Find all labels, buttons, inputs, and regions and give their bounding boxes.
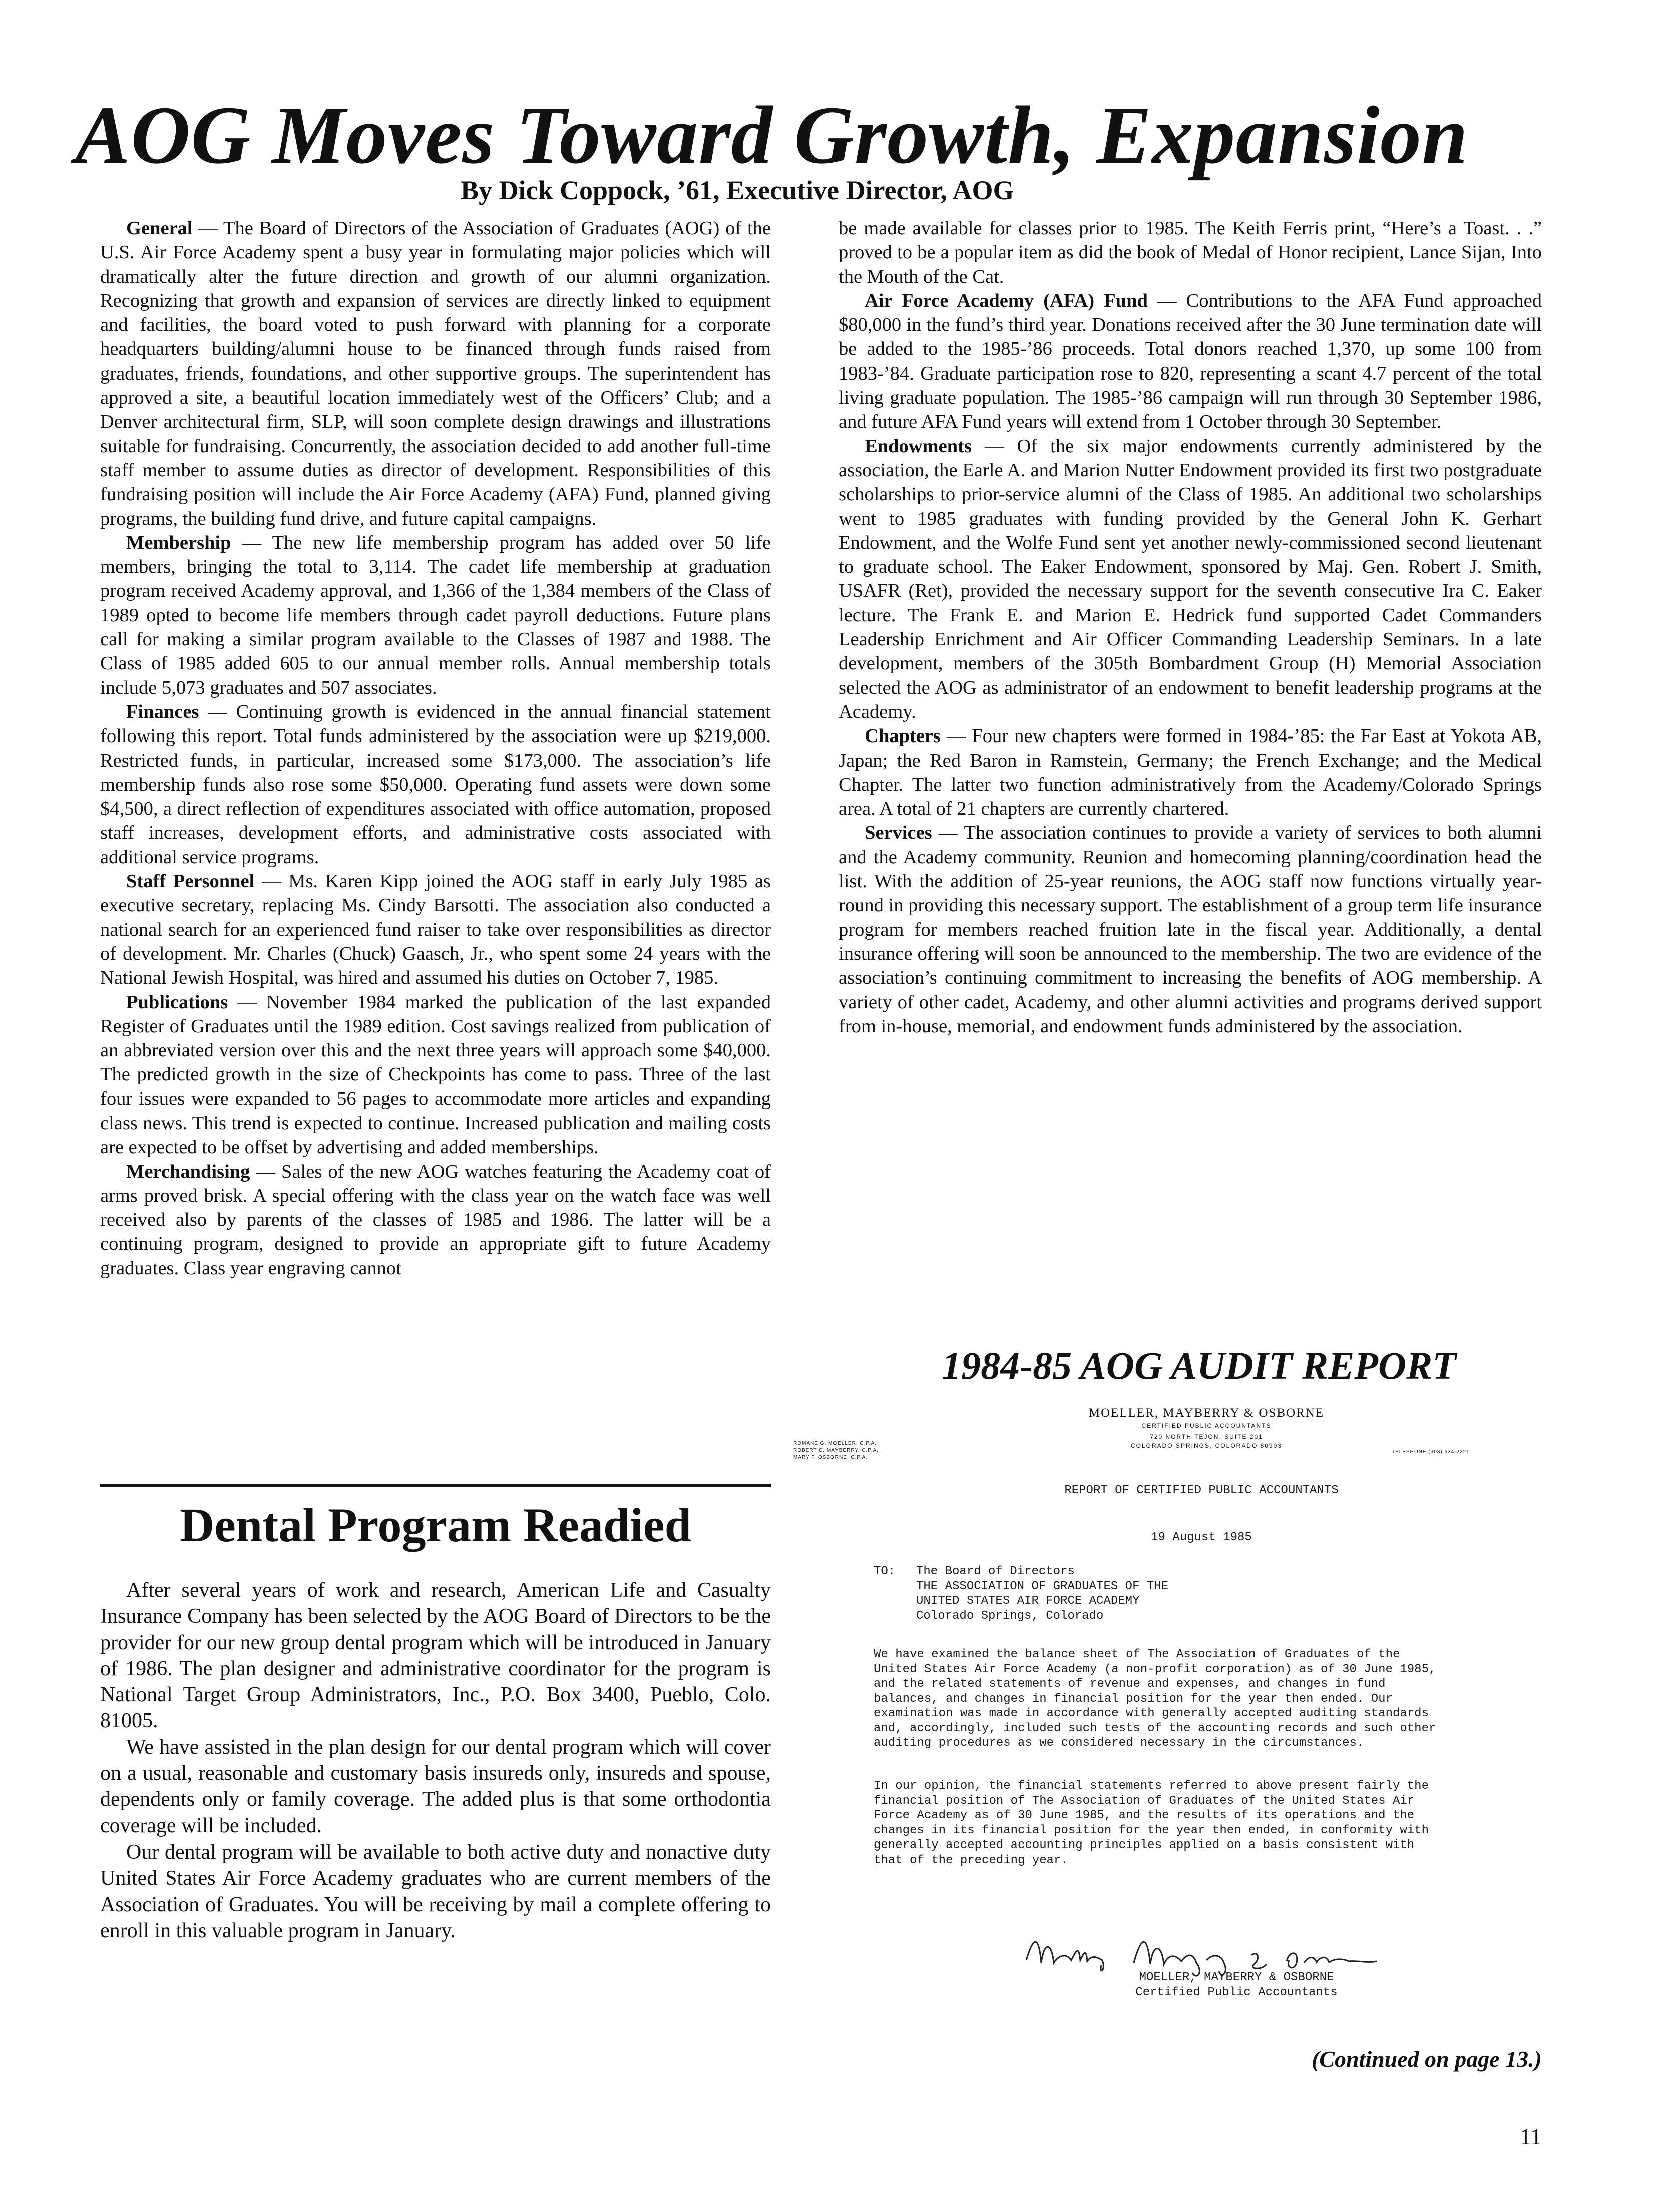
- firm-telephone: TELEPHONE (303) 634-2321: [1392, 1449, 1470, 1455]
- section-general: [100, 216, 771, 531]
- signature-stroke: [1251, 1954, 1267, 1969]
- section-chapters: [839, 724, 1542, 821]
- audit-line: and, accordingly, included such tests of the accounting records and such other: [874, 1721, 1436, 1735]
- section-text: — Contributions to the AFA Fund approached $80,000 in the fund’s third year. Donations received after the 30 June termination date will be added to the 1985-’86 proceeds. Total donors reached 1,370, up some 100 from 1983-’84. Graduate participation rose to 820, representing a scant 4.7 percent of the total living graduate population. The 1985-’86 campaign will run through 30 September 1986, and future AFA Fund years will extend from 1 October through 30 September.: [839, 290, 1542, 433]
- signature-block: [1061, 1970, 1412, 2000]
- dental-paragraph: Our dental program will be available to both active duty and nonactive duty United States Air Force Academy graduates who are current members of the Association of Graduates. You will be receiving by mail a complete offering to enroll in this valuable program in January.: [100, 1840, 771, 1942]
- right-column: [839, 216, 1542, 1038]
- audit-report-title: 1984-85 AOG AUDIT REPORT: [942, 1344, 1456, 1387]
- report-heading: REPORT OF CERTIFIED PUBLIC ACCOUNTANTS: [1064, 1484, 1339, 1497]
- addressee-line: UNITED STATES AIR FORCE ACADEMY: [916, 1594, 1140, 1608]
- dental-paragraph: After several years of work and research, American Life and Casualty Insurance Company has been selected by the AOG Board of Directors to be the provider for our new group dental program which will be introduced in January of 1986. The plan designer and administrative coordinator for the program is National Target Group Administrators, Inc., P.O. Box 3400, Pueblo, Colo. 81005.: [100, 1579, 771, 1733]
- section-staff-personnel: [100, 869, 771, 990]
- section-merchandising: [100, 1160, 771, 1280]
- section-services: [839, 821, 1542, 1038]
- signature-stroke: [1026, 1942, 1103, 1971]
- section-merchandising-continued: [839, 216, 1542, 289]
- left-column: [100, 216, 771, 1280]
- section-heading: Publications: [126, 991, 228, 1013]
- audit-scope-paragraph: [874, 1647, 1509, 1751]
- firm-partners: [793, 1440, 974, 1461]
- section-text: — Sales of the new AOG watches featuring the Academy coat of arms proved brisk. A special offering with the class year on the watch face was well received also by parents of the classes of 1985 and 1986. The latter will be a continuing program, designed to provide an appropriate gift to future Academy graduates. Class year engraving cannot: [100, 1161, 771, 1279]
- signature-stroke: [1287, 1953, 1377, 1968]
- section-publications: [100, 990, 771, 1160]
- section-heading: Chapters: [865, 725, 941, 747]
- audit-line: and the related statements of revenue and expenses, and changes in fund: [874, 1677, 1386, 1691]
- firm-name: MOELLER, MAYBERRY & OSBORNE: [1088, 1406, 1325, 1420]
- page-number: 11: [1519, 2124, 1542, 2149]
- section-heading: Merchandising: [126, 1161, 250, 1182]
- section-text: — Ms. Karen Kipp joined the AOG staff in early July 1985 as executive secretary, replacing Ms. Cindy Barsotti. The association also conducted a national search for an experienced fund raiser to take over responsibilities as director of development. Mr. Charles (Chuck) Gaasch, Jr., who spent some 24 years with the National Jewish Hospital, was hired and assumed his duties on October 7, 1985.: [100, 871, 771, 989]
- audit-line: examination was made in accordance with generally accepted auditing standards: [874, 1707, 1429, 1720]
- dental-headline: Dental Program Readied: [179, 1498, 692, 1552]
- audit-line: balances, and changes in financial position for the year then ended. Our: [874, 1692, 1393, 1706]
- section-heading: General: [126, 218, 193, 239]
- audit-line: Force Academy as of 30 June 1985, and the results of its operations and the: [874, 1809, 1415, 1822]
- signatory-name: MOELLER, MAYBERRY & OSBORNE: [1139, 1971, 1334, 1984]
- section-text: — The new life membership program has added over 50 life members, bringing the total to 3,114. The cadet life membership at graduation program received Academy approval, and 1,366 of the 1,384 members of the Class of 1989 opted to become life members through cadet payroll deductions. Future plans call for making a similar program available to the Classes of 1987 and 1988. The Class of 1985 added 605 to our annual member rolls. Annual membership totals include 5,073 graduates and 507 associates.: [100, 532, 771, 698]
- section-heading: Staff Personnel: [126, 871, 255, 892]
- audit-line: changes in its financial position for the year then ended, in conformity with: [874, 1823, 1429, 1837]
- article-byline: By Dick Coppock, ’61, Executive Director, AOG: [461, 175, 1014, 205]
- section-finances: [100, 700, 771, 869]
- section-text: — The association continues to provide a variety of services to both alumni and the Academy community. Reunion and homecoming planning/coordination head the list. With the addition of 25-year reunions, the AOG staff now functions virtually year-round in providing this necessary support. The establishment of a group term life insurance program for members reached fruition late in the fiscal year. Additionally, a dental insurance offering will soon be announced to the membership. The two are evidence of the association’s continuing commitment to increasing the benefits of AOG membership. A variety of other cadet, Academy, and other alumni activities and programs derived support from in-house, memorial, and endowment funds administered by the association.: [839, 822, 1542, 1037]
- audit-line: United States Air Force Academy (a non-profit corporation) as of 30 June 1985,: [874, 1662, 1436, 1676]
- audit-line: that of the preceding year.: [874, 1853, 1068, 1867]
- partner-name: ROMANE G. MOELLER, C.P.A.: [793, 1441, 877, 1446]
- audit-line: In our opinion, the financial statements referred to above present fairly the: [874, 1779, 1429, 1793]
- audit-line: generally accepted accounting principles applied on a basis consistent with: [874, 1838, 1415, 1852]
- section-text: — The Board of Directors of the Association of Graduates (AOG) of the U.S. Air Force Academy spent a busy year in formulating major policies which will dramatically alter the future direction and growth of our alumni organization. Recognizing that growth and expansion of services are directly linked to equipment and facilities, the board voted to push forward with planning for a corporate headquarters building/alumni house to be financed through funds raised from graduates, friends, foundations, and other supportive groups. The superintendent has approved a site, a beautiful location immediately west of the Officers’ Club; and a Denver architectural firm, SLP, will soon complete design drawings and illustrations suitable for fundraising. Concurrently, the association decided to add another full-time staff member to assume duties as director of development. Responsibilities of this fundraising position will include the Air Force Academy (AFA) Fund, planned giving programs, the building fund drive, and future capital campaigns.: [100, 218, 771, 529]
- firm-subtitle: CERTIFIED PUBLIC ACCOUNTANTS: [1141, 1422, 1272, 1429]
- partner-name: ROBERT C. MAYBERRY, C.P.A.: [793, 1448, 879, 1453]
- section-divider: [100, 1484, 771, 1487]
- audit-line: auditing procedures as we considered necessary in the circumstances.: [874, 1736, 1364, 1750]
- section-heading: Finances: [126, 701, 199, 722]
- addressee-line: THE ASSOCIATION OF GRADUATES OF THE: [916, 1579, 1169, 1593]
- audit-opinion-paragraph: [874, 1779, 1509, 1868]
- section-text: — November 1984 marked the publication of the last expanded Register of Graduates until the 1989 edition. Cost savings realized from publication of an abbreviated version over this and the next three years will approach some $40,000. The predicted growth in the size of Checkpoints has come to pass. Three of the last four issues were expanded to 56 pages to accommodate more articles and expanding class news. This trend is expected to continue. Increased publication and mailing costs are expected to be offset by advertising and added memberships.: [100, 991, 771, 1158]
- section-endowments: [839, 434, 1542, 724]
- report-date: 19 August 1985: [1151, 1531, 1252, 1544]
- addressee-block: [916, 1564, 1317, 1623]
- section-membership: [100, 531, 771, 700]
- section-text: — Four new chapters were formed in 1984-’85: the Far East at Yokota AB, Japan; the Red Baron in Ramstein, Germany; the French Exchange; and the Medical Chapter. The latter two function administratively from the Academy/Colorado Springs area. A total of 21 chapters are currently chartered.: [839, 725, 1542, 820]
- firm-address-city: COLORADO SPRINGS, COLORADO 80903: [1130, 1442, 1283, 1449]
- section-text: be made available for classes prior to 1985. The Keith Ferris print, “Here’s a Toast. . .” proved to be a popular item as did the book of Medal of Honor recipient, Lance Sijan, Into the Mouth of the Cat.: [839, 218, 1542, 287]
- dental-paragraph: We have assisted in the plan design for our dental program which will cover on a usual, reasonable and customary basis insureds only, insureds and spouse, dependents only or family coverage. The added plus is that some orthodontia coverage will be included.: [100, 1735, 771, 1837]
- audit-line: financial position of The Association of Graduates of the United States Air: [874, 1794, 1415, 1808]
- addressee-line: Colorado Springs, Colorado: [916, 1609, 1104, 1623]
- addressee-line: The Board of Directors: [916, 1565, 1075, 1578]
- section-heading: Services: [865, 822, 932, 844]
- section-afa-fund: [839, 289, 1542, 434]
- partner-name: MARY F. OSBORNE, C.P.A.: [793, 1455, 868, 1460]
- section-heading: Endowments: [865, 435, 972, 457]
- section-text: — Of the six major endowments currently administered by the association, the Earle A. and Marion Nutter Endowment provided its first two postgraduate scholarships to prior-service alumni of the Class of 1985. An additional two scholarships went to 1985 graduates with funding provided by the General John K. Gerhart Endowment, and the Wolfe Fund sent yet another newly-commissioned second lieutenant to graduate school. The Eaker Endowment, sponsored by Maj. Gen. Robert J. Smith, USAFR (Ret), provided the necessary support for the seventh consecutive Ira C. Eaker lecture. The Frank E. and Marion E. Hedrick fund supported Cadet Commanders Leadership Enrichment and Air Officer Commanding Leadership Seminars. In a late development, members of the 305th Bombardment Group (H) Memorial Association selected the AOG as administrator of an endowment to benefit leadership programs at the Academy.: [839, 435, 1542, 722]
- signatory-title: Certified Public Accountants: [1135, 1985, 1338, 1999]
- section-heading: Membership: [126, 532, 231, 553]
- continued-note: (Continued on page 13.): [1311, 2046, 1542, 2072]
- firm-address-street: 720 NORTH TEJON, SUITE 201: [1150, 1433, 1263, 1440]
- audit-line: We have examined the balance sheet of The Association of Graduates of the: [874, 1648, 1400, 1661]
- addressee-label: TO:: [874, 1565, 896, 1578]
- article-headline: AOG Moves Toward Growth, Expansion: [75, 89, 1469, 181]
- dental-body: [100, 1577, 771, 1944]
- section-heading: Air Force Academy (AFA) Fund: [865, 290, 1148, 311]
- section-text: — Continuing growth is evidenced in the annual financial statement following this report. Total funds administered by the association were up $219,000. Restricted funds, in particular, increased some $173,000. The association’s life membership funds also rose some $50,000. Operating fund assets were down some $4,500, a direct reflection of expenditures associated with office automation, proposed staff increases, development efforts, and administrative costs associated with additional service programs.: [100, 701, 771, 868]
